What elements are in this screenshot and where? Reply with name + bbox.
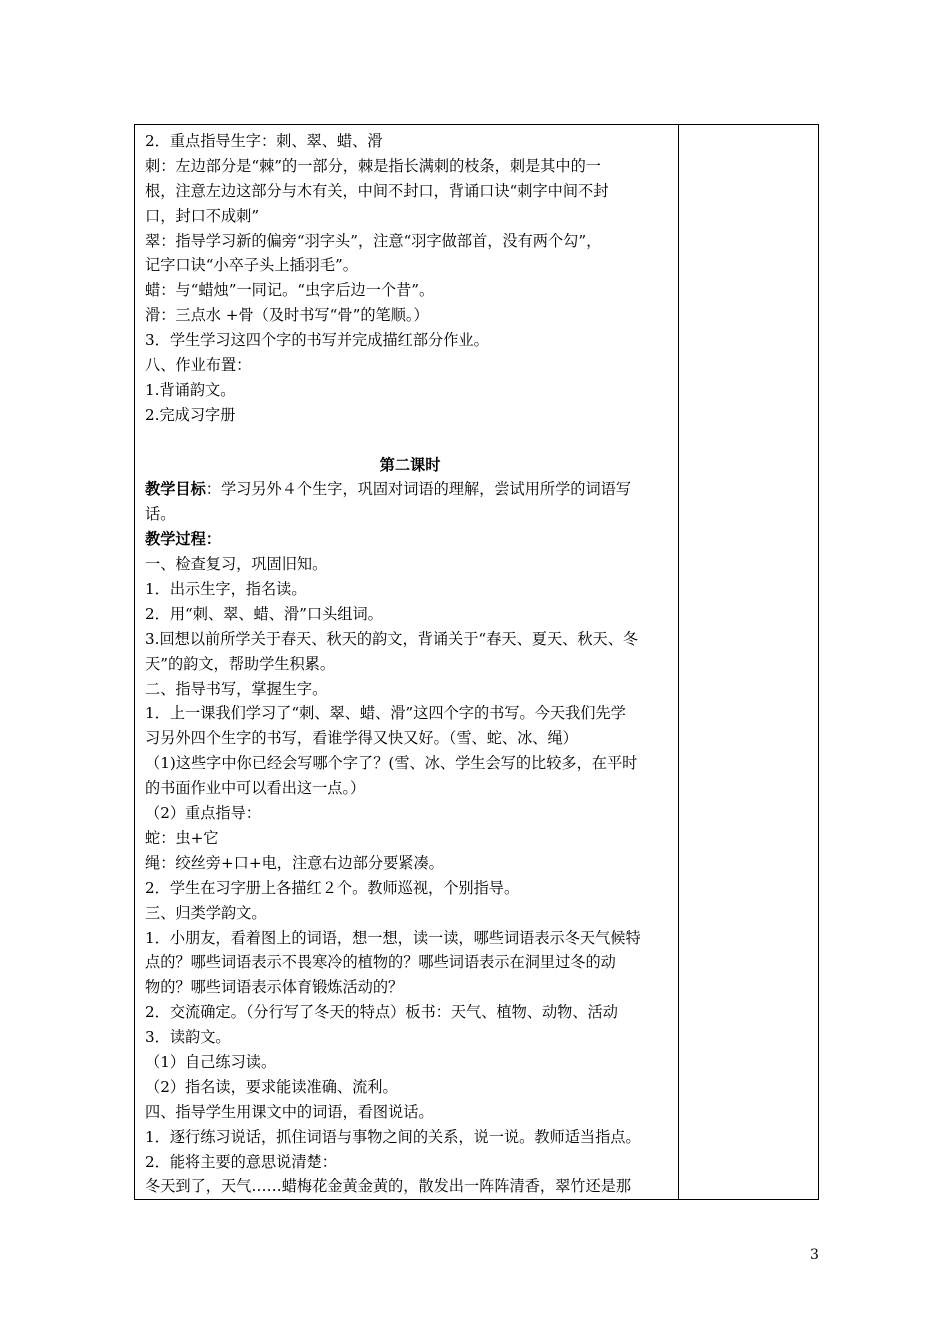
text-line: 八、作业布置： (145, 356, 252, 375)
text-line: 冬天到了，天气……蜡梅花金黄金黄的，散发出一阵阵清香，翠竹还是那 (145, 1177, 631, 1196)
goal-text-cont: 话。 (145, 505, 176, 524)
text-line: 1．逐行练习说话，抓住词语与事物之间的关系，说一说。教师适当指点。 (145, 1127, 641, 1146)
page-number: 3 (810, 1247, 819, 1263)
lesson-content (145, 129, 675, 1199)
text-line: 2．能将主要的意思说清楚： (145, 1152, 337, 1171)
text-line: 三、归类学韵文。 (145, 903, 267, 922)
text-line: 3.回想以前所学关于春天、秋天的韵文，背诵关于“春天、夏天、秋天、冬 (145, 629, 639, 648)
text-line: 2．用“刺、翠、蜡、滑”口头组词。 (145, 604, 383, 623)
text-line: 的书面作业中可以看出这一点。） (145, 779, 366, 798)
text-line: 1．小朋友，看着图上的词语，想一想，读一读，哪些词语表示冬天气候特 (145, 928, 641, 947)
text-line: 绳：绞丝旁+口+电，注意右边部分要紧凑。 (145, 853, 444, 872)
text-line: （1)这些字中你已经会写哪个字了？(雪、冰、学生会写的比较多，在平时 (145, 754, 638, 773)
lesson-title: 第二课时 (379, 455, 441, 474)
text-line: 蛇：虫+它 (145, 828, 219, 847)
process-label: 教学过程： (145, 530, 221, 549)
text-line: （2）重点指导： (145, 804, 261, 823)
text-line: 滑：三点水 +骨（及时书写“骨”的笔顺。） (145, 306, 429, 325)
text-line: （2）指名读，要求能读准确、流利。 (145, 1077, 398, 1096)
text-line: 一、检查复习，巩固旧知。 (145, 555, 328, 574)
text-line: 点的？哪些词语表示不畏寒冷的植物的？哪些词语表示在洞里过冬的动 (145, 953, 616, 972)
text-line: 2.完成习字册 (145, 405, 236, 424)
text-line: （1）自己练习读。 (145, 1052, 277, 1071)
notes-column (679, 125, 818, 1199)
text-line: 蜡：与“蜡烛”一同记。“虫字后边一个昔”。 (145, 281, 435, 300)
text-line: 习另外四个生字的书写，看谁学得又快又好。（雪、蛇、冰、绳） (145, 729, 578, 748)
goal-label: 教学目标 (145, 480, 206, 499)
text-line: 四、指导学生用课文中的词语，看图说话。 (145, 1102, 434, 1121)
text-line: 1．出示生字，指名读。 (145, 580, 307, 599)
text-line: 天”的韵文，帮助学生积累。 (145, 654, 336, 673)
text-line: 2．学生在习字册上各描红２个。教师巡视，个别指导。 (145, 878, 520, 897)
text-line: 1．上一课我们学习了“刺、翠、蜡、滑”这四个字的书写。今天我们先学 (145, 704, 626, 723)
text-line: 3．读韵文。 (145, 1028, 231, 1047)
text-line: 2．交流确定。（分行写了冬天的特点）板书：天气、植物、动物、活动 (145, 1003, 618, 1022)
lesson-table (134, 124, 819, 1200)
text-line: 2．重点指导生字：刺、翠、蜡、滑 (145, 132, 383, 150)
text-line: 物的？哪些词语表示体育锻炼活动的？ (145, 978, 404, 997)
text-line: 口，封口不成刺” (145, 206, 260, 225)
blank-line (145, 428, 675, 453)
text-line: 刺：左边部分是“棘”的一部分，棘是指长满刺的枝条，刺是其中的一 (145, 156, 601, 175)
goal-line (145, 477, 675, 502)
text-line: 记字口诀“小卒子头上插羽毛”。 (145, 256, 358, 275)
text-line: 3．学生学习这四个字的书写并完成描红部分作业。 (145, 331, 489, 350)
text-line: 翠：指导学习新的偏旁“羽字头”，注意“羽字做部首，没有两个勾”， (145, 231, 602, 250)
text-line: 二、指导书写，掌握生字。 (145, 679, 328, 698)
text-line: 1.背诵韵文。 (145, 380, 236, 399)
goal-text: ：学习另外４个生字，巩固对词语的理解，尝试用所学的词语写 (205, 480, 631, 499)
text-line: 根，注意左边这部分与木有关，中间不封口，背诵口诀“刺字中间不封 (145, 181, 609, 200)
